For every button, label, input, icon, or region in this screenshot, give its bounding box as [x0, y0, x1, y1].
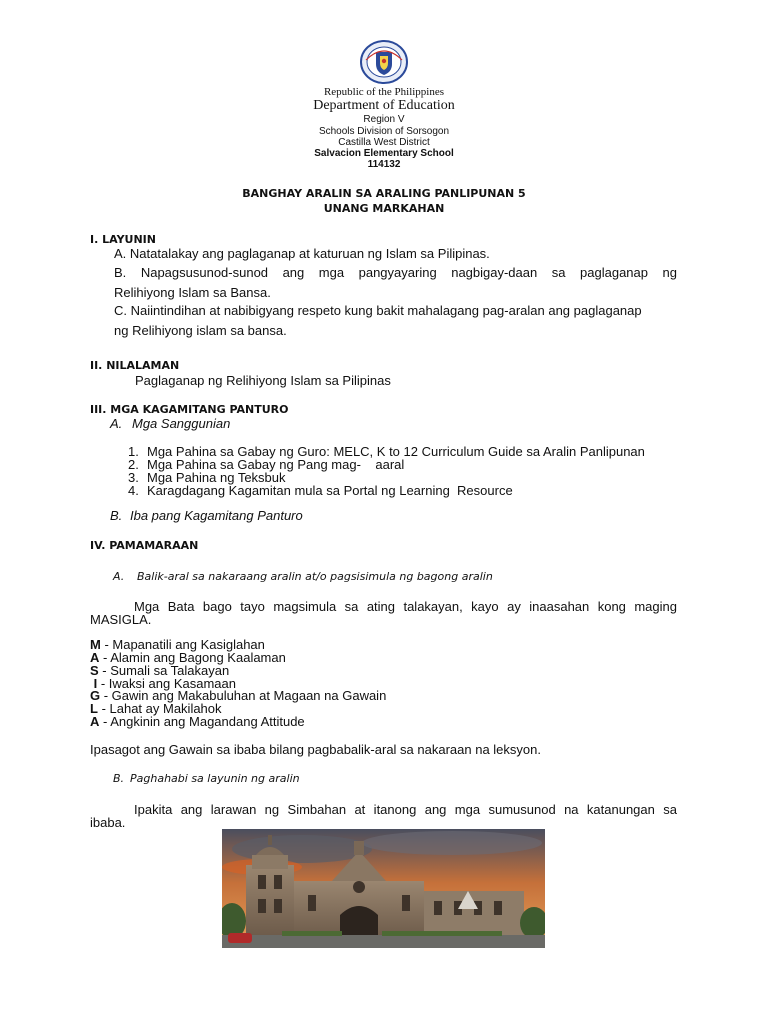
section-3-heading: III. MGA KAGAMITANG PANTURO	[90, 403, 289, 416]
reference-item-4: Karagdagang Kagamitan mula sa Portal ng Learning Resource	[147, 483, 513, 498]
division-line: Schools Division of Sorsogon	[318, 126, 450, 137]
reference-num-4: 4.	[128, 483, 139, 498]
school-id: 114132	[367, 159, 401, 170]
acrostic-line-l: L - Lahat ay Makilahok	[90, 701, 222, 716]
acrostic-line-i: I - Iwaksi ang Kasamaan	[90, 676, 236, 691]
show-picture-line2: ibaba.	[90, 815, 126, 830]
district-line: Castilla West District	[338, 137, 430, 148]
references-label: Mga Sanggunian	[132, 416, 231, 431]
objective-c-line1: C. Naiintindihan at nabibigyang respeto kung bakit mahalagang pag-aralan ang paglaganap	[114, 303, 642, 318]
show-picture-line1: Ipakita ang larawan ng Simbahan at itanong ang mga sumusunod na katanungan sa	[134, 802, 677, 817]
other-materials-letter: B.	[110, 508, 123, 523]
reference-item-2: Mga Pahina sa Gabay ng Pang mag- aaral	[147, 457, 405, 472]
section-2-heading: II. NILALAMAN	[90, 359, 180, 372]
references-label-letter: A.	[110, 416, 123, 431]
intro-line2: MASIGLA.	[90, 612, 152, 627]
objective-c-line2: ng Relihiyong islam sa bansa.	[114, 323, 287, 338]
step-a-letter: A.	[113, 570, 125, 583]
reference-item-1: Mga Pahina sa Gabay ng Guro: MELC, K to 12 Curriculum Guide sa Aralin Panlipunan	[147, 444, 645, 459]
region-line: Region V	[363, 114, 405, 125]
church-photo	[222, 829, 545, 948]
acrostic-line-m: M - Mapanatili ang Kasiglahan	[90, 637, 265, 652]
step-b-letter: B.	[113, 772, 125, 785]
objective-b-line2: Relihiyong Islam sa Bansa.	[114, 285, 271, 300]
step-a-title: Balik-aral sa nakaraang aralin at/o pagsisimula ng bagong aralin	[137, 570, 493, 583]
reference-item-3: Mga Pahina ng Teksbuk	[147, 470, 286, 485]
step-b-title: Paghahabi sa layunin ng aralin	[130, 772, 300, 785]
document-subtitle: UNANG MARKAHAN	[323, 202, 445, 215]
reference-num-1: 1.	[128, 444, 139, 459]
department-line: Department of Education	[313, 98, 455, 113]
reference-num-2: 2.	[128, 457, 139, 472]
acrostic-line-g: G - Gawin ang Makabuluhan at Magaan na Gawain	[90, 688, 387, 703]
acrostic-line-a2: A - Angkinin ang Magandang Attitude	[90, 714, 305, 729]
acrostic-line-a: A - Alamin ang Bagong Kaalaman	[90, 650, 286, 665]
objective-a: A. Natatalakay ang paglaganap at katuruan ng Islam sa Pilipinas.	[114, 246, 490, 261]
section-1-heading: I. LAYUNIN	[90, 233, 156, 246]
document-title: BANGHAY ARALIN SA ARALING PANLIPUNAN 5	[242, 187, 526, 200]
intro-line1: Mga Bata bago tayo magsimula sa ating talakayan, kayo ay inaasahan kong maging	[134, 599, 677, 614]
school-name: Salvacion Elementary School	[314, 148, 454, 159]
republic-line: Republic of the Philippines	[323, 86, 445, 98]
deped-seal-logo	[358, 40, 410, 84]
other-materials-label: Iba pang Kagamitang Panturo	[130, 508, 303, 523]
reference-num-3: 3.	[128, 470, 139, 485]
acrostic-line-s: S - Sumali sa Talakayan	[90, 663, 230, 678]
review-instruction: Ipasagot ang Gawain sa ibaba bilang pagbabalik-aral sa nakaraan na leksyon.	[90, 742, 541, 757]
section-4-heading: IV. PAMAMARAAN	[90, 539, 199, 552]
content-topic: Paglaganap ng Relihiyong Islam sa Pilipinas	[135, 373, 391, 388]
objective-b-line1: B. Napagsusunod-sunod ang mga pangyayaring nagbigay-daan sa paglaganap ng	[114, 265, 677, 280]
